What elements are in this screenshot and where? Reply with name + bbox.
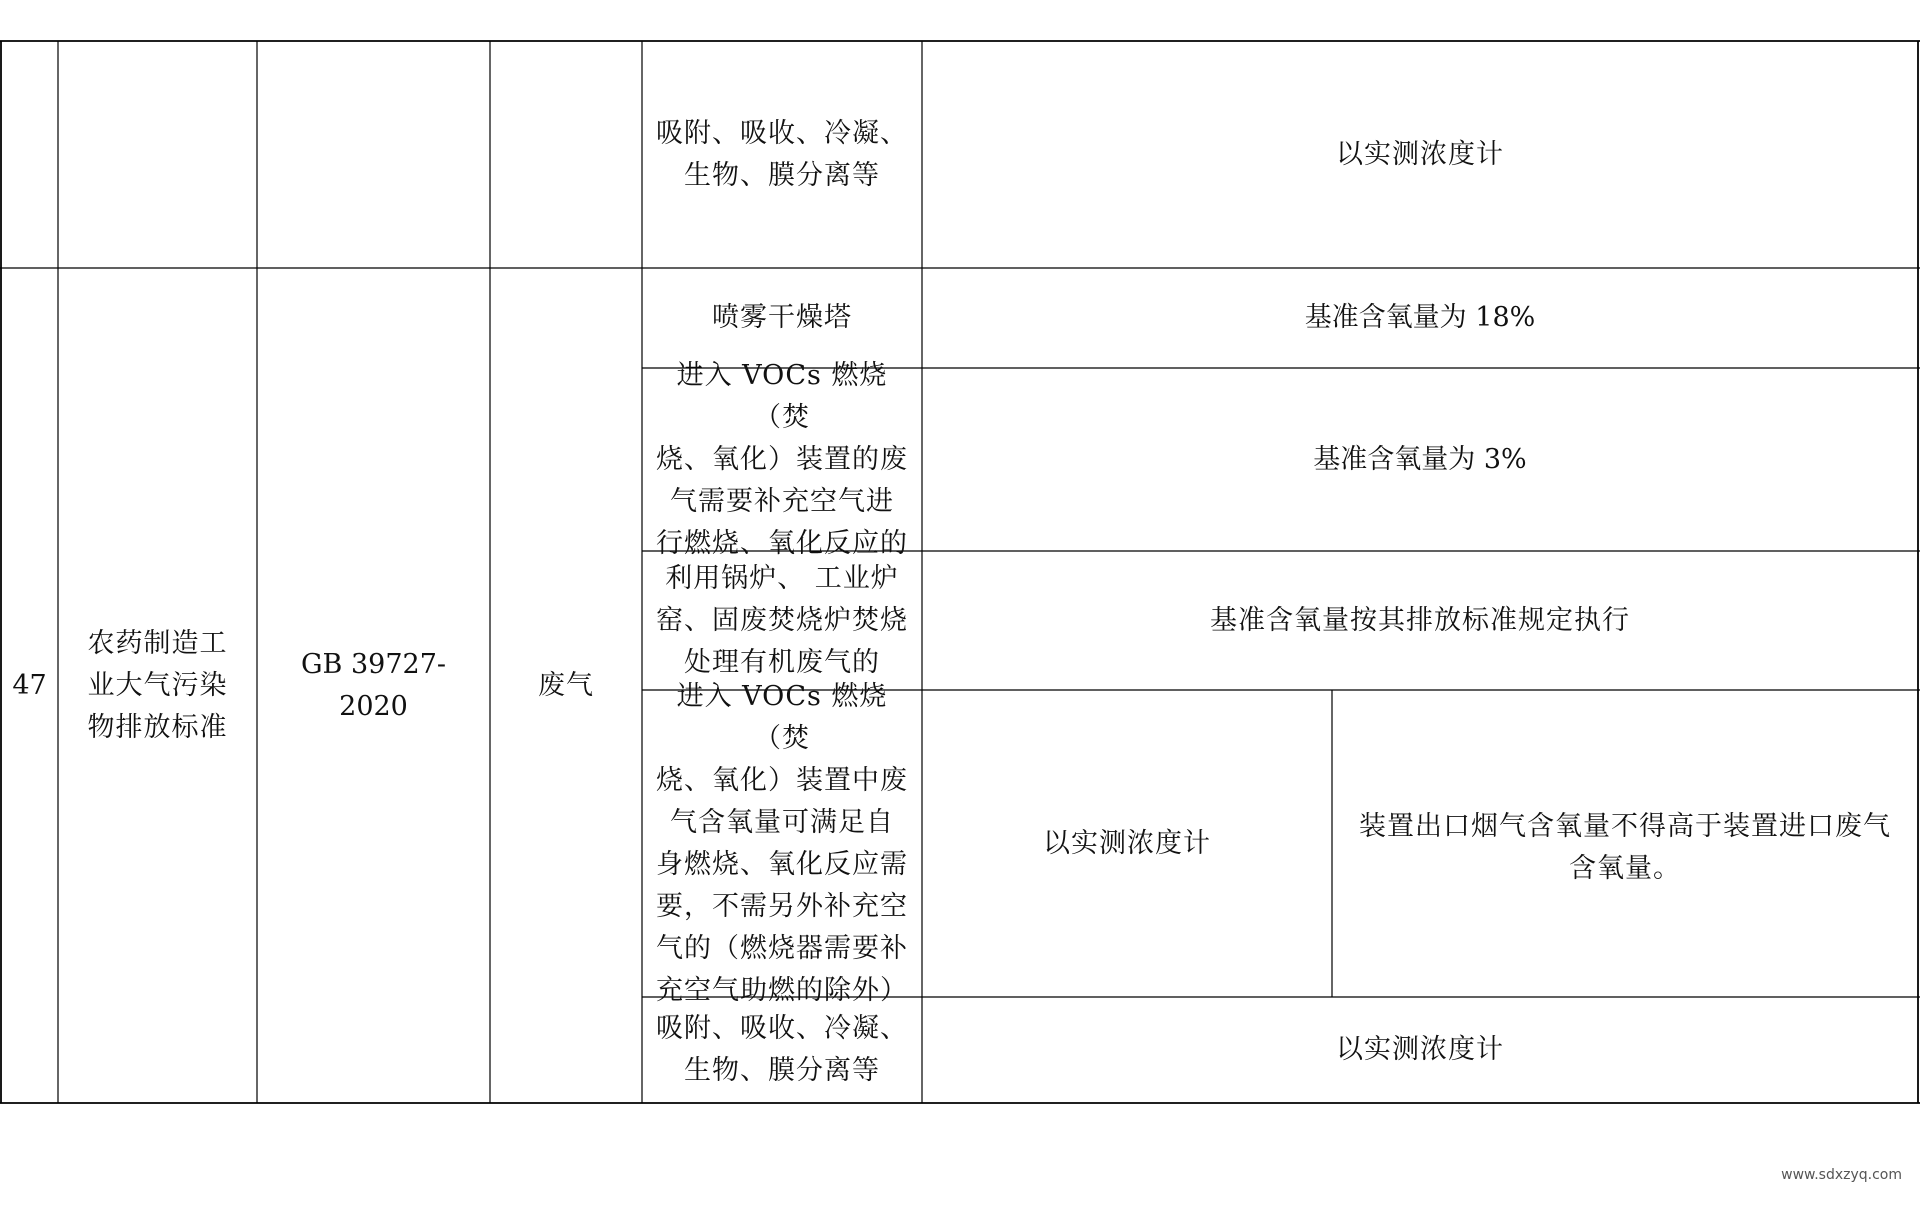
watermark: www.sdxzyq.com <box>1781 1167 1902 1183</box>
row-index-cell <box>1 268 58 1103</box>
prev-condition-text: 以实测浓度计 <box>1336 138 1504 170</box>
item-1-condition: 基准含氧量为 18% <box>1304 302 1536 333</box>
item-2-condition: 基准含氧量为 3% <box>1313 443 1527 475</box>
item-1-process: 喷雾干燥塔 <box>712 302 852 333</box>
prev-process-text: 吸附、吸收、冷凝、 生物、膜分离等 <box>656 117 908 191</box>
item-2-process: 进入 VOCs 燃烧（焚 烧、氧化）装置的废 气需要补充空气进 行燃烧、氧化反应的 <box>656 359 908 559</box>
item-1-condition-cell <box>922 268 1918 368</box>
item-4-process: 进入 VOCs 燃烧（焚 烧、氧化）装置中废 气含氧量可满足自 身燃烧、氧化反应需 要，不需另外补充空 气的（燃烧器需要补 充空气助燃的除外） <box>656 680 908 1006</box>
item-2-condition-cell <box>922 368 1918 551</box>
item-5-process-cell <box>642 997 922 1103</box>
category: 废气 <box>538 669 594 701</box>
prev-process-cell <box>642 41 922 268</box>
prev-condition-cell <box>922 41 1918 268</box>
standard-name-cell <box>58 268 257 1103</box>
item-5-condition-cell <box>922 997 1918 1103</box>
item-4-note-cell <box>1332 690 1918 997</box>
row-index: 47 <box>12 669 47 701</box>
standard-code-cell <box>257 268 490 1103</box>
item-3-condition: 基准含氧量按其排放标准规定执行 <box>1210 604 1630 636</box>
item-4-condition: 以实测浓度计 <box>1043 827 1211 859</box>
item-4-condition-cell <box>922 690 1332 997</box>
item-2-process-cell <box>642 359 922 559</box>
item-1-process-cell <box>642 268 922 368</box>
item-3-process: 利用锅炉、 工业炉 窑、固废焚烧炉焚烧 处理有机废气的 <box>656 562 908 678</box>
item-5-process: 吸附、吸收、冷凝、 生物、膜分离等 <box>656 1013 908 1086</box>
item-4-process-cell <box>642 680 922 1006</box>
item-3-condition-cell <box>922 551 1918 690</box>
item-5-condition: 以实测浓度计 <box>1336 1034 1504 1065</box>
standard-code: GB 39727-2020 <box>300 648 446 722</box>
item-3-process-cell <box>642 551 922 690</box>
category-cell <box>490 268 642 1103</box>
standard-name: 农药制造工 业大气污染 物排放标准 <box>87 627 228 743</box>
item-4-note: 装置出口烟气含氧量不得高于装置进口废气 含氧量。 <box>1359 811 1891 884</box>
